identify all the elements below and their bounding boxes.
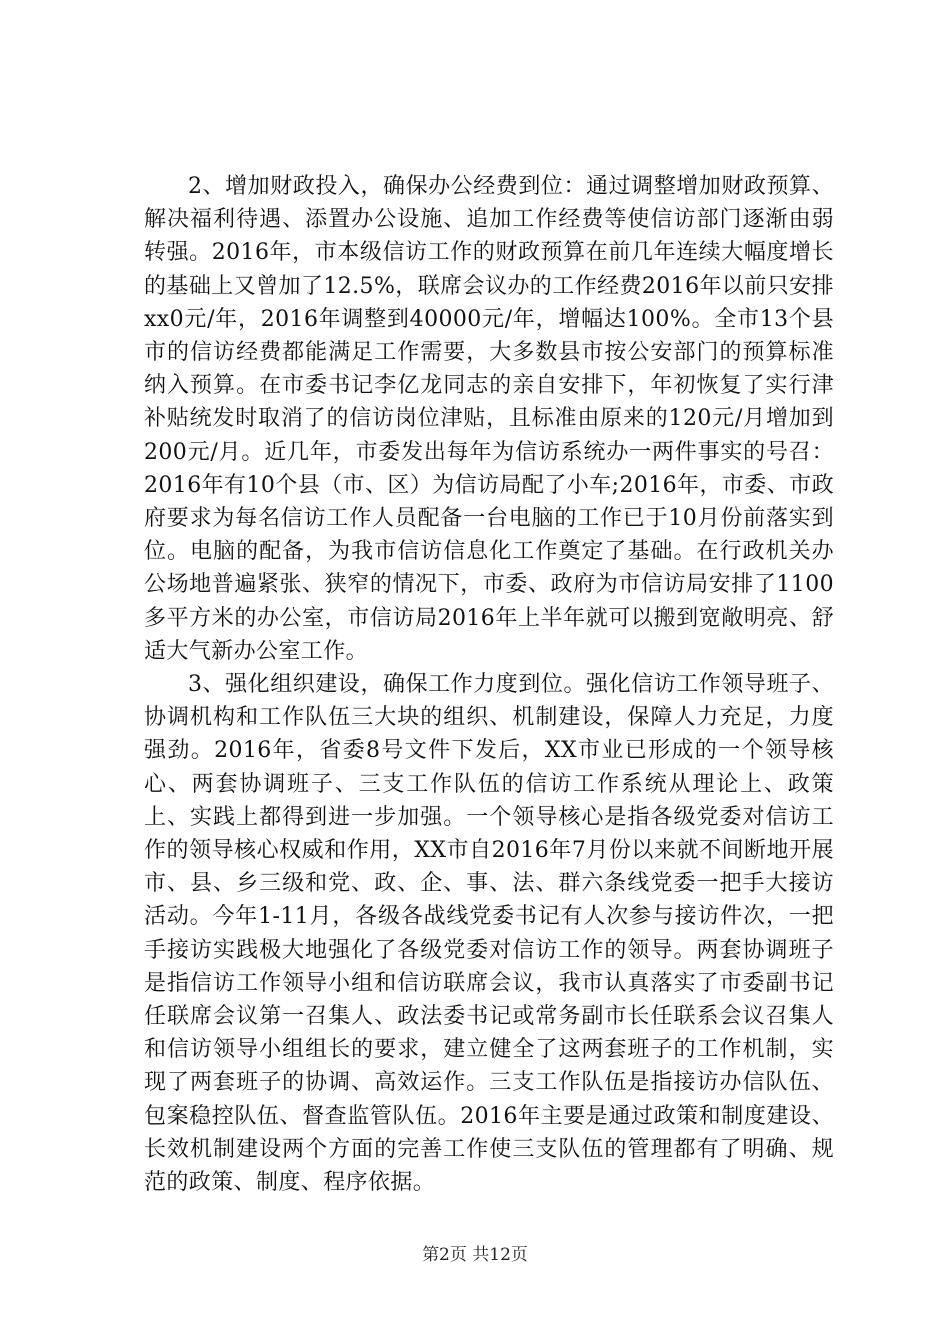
page-number-footer: 第2页 共12页: [422, 1245, 528, 1265]
document-body: [144, 170, 834, 1199]
paragraph-finance: 2、增加财政投入，确保办公经费到位：通过调整增加财政预算、解决福利待遇、添置办公设施、追加工作经费等使信访部门逐渐由弱转强。2016年，市本级信访工作的财政预算在前几年连续大幅度增长的基础上又曾加了12.5%，联席会议办的工作经费2016年以前只安排xx0元/年，2016年调整到40000元/年，增幅达100%。全市13个县市的信访经费都能满足工作需要，大多数县市按公安部门的预算标准纳入预算。在市委书记李亿龙同志的亲自安排下，年初恢复了实行津补贴统发时取消了的信访岗位津贴，且标准由原来的120元/月增加到200元/月。近几年，市委发出每年为信访系统办一两件事实的号召：2016年有10个县（市、区）为信访局配了小车;2016年，市委、市政府要求为每名信访工作人员配备一台电脑的工作已于10月份前落实到位。电脑的配备，为我市信访信息化工作奠定了基础。在行政机关办公场地普遍紧张、狭窄的情况下，市委、政府为市信访局安排了1100多平方米的办公室，市信访局2016年上半年就可以搬到宽敞明亮、舒适大气新办公室工作。: [144, 174, 834, 664]
paragraph-organization: 3、强化组织建设，确保工作力度到位。强化信访工作领导班子、协调机构和工作队伍三大块的组织、机制建设，保障人力充足，力度强劲。2016年，省委8号文件下发后，XX市业已形成的一个领导核心、两套协调班子、三支工作队伍的信访工作系统从理论上、政策上、实践上都得到进一步加强。一个领导核心是指各级党委对信访工作的领导核心权威和作用，XX市自2016年7月份以来就不间断地开展市、县、乡三级和党、政、企、事、法、群六条线党委一把手大接访活动。今年1-11月，各级各战线党委书记有人次参与接访件次，一把手接访实践极大地强化了各级党委对信访工作的领导。两套协调班子是指信访工作领导小组和信访联席会议，我市认真落实了市委副书记任联席会议第一召集人、政法委书记或常务副市长任联系会议召集人和信访领导小组组长的要求，建立健全了这两套班子的工作机制，实现了两套班子的协调、高效运作。三支工作队伍是指接访办信队伍、包案稳控队伍、督查监管队伍。2016年主要是通过政策和制度建设、长效机制建设两个方面的完善工作使三支队伍的管理都有了明确、规范的政策、制度、程序依据。: [144, 672, 834, 1196]
